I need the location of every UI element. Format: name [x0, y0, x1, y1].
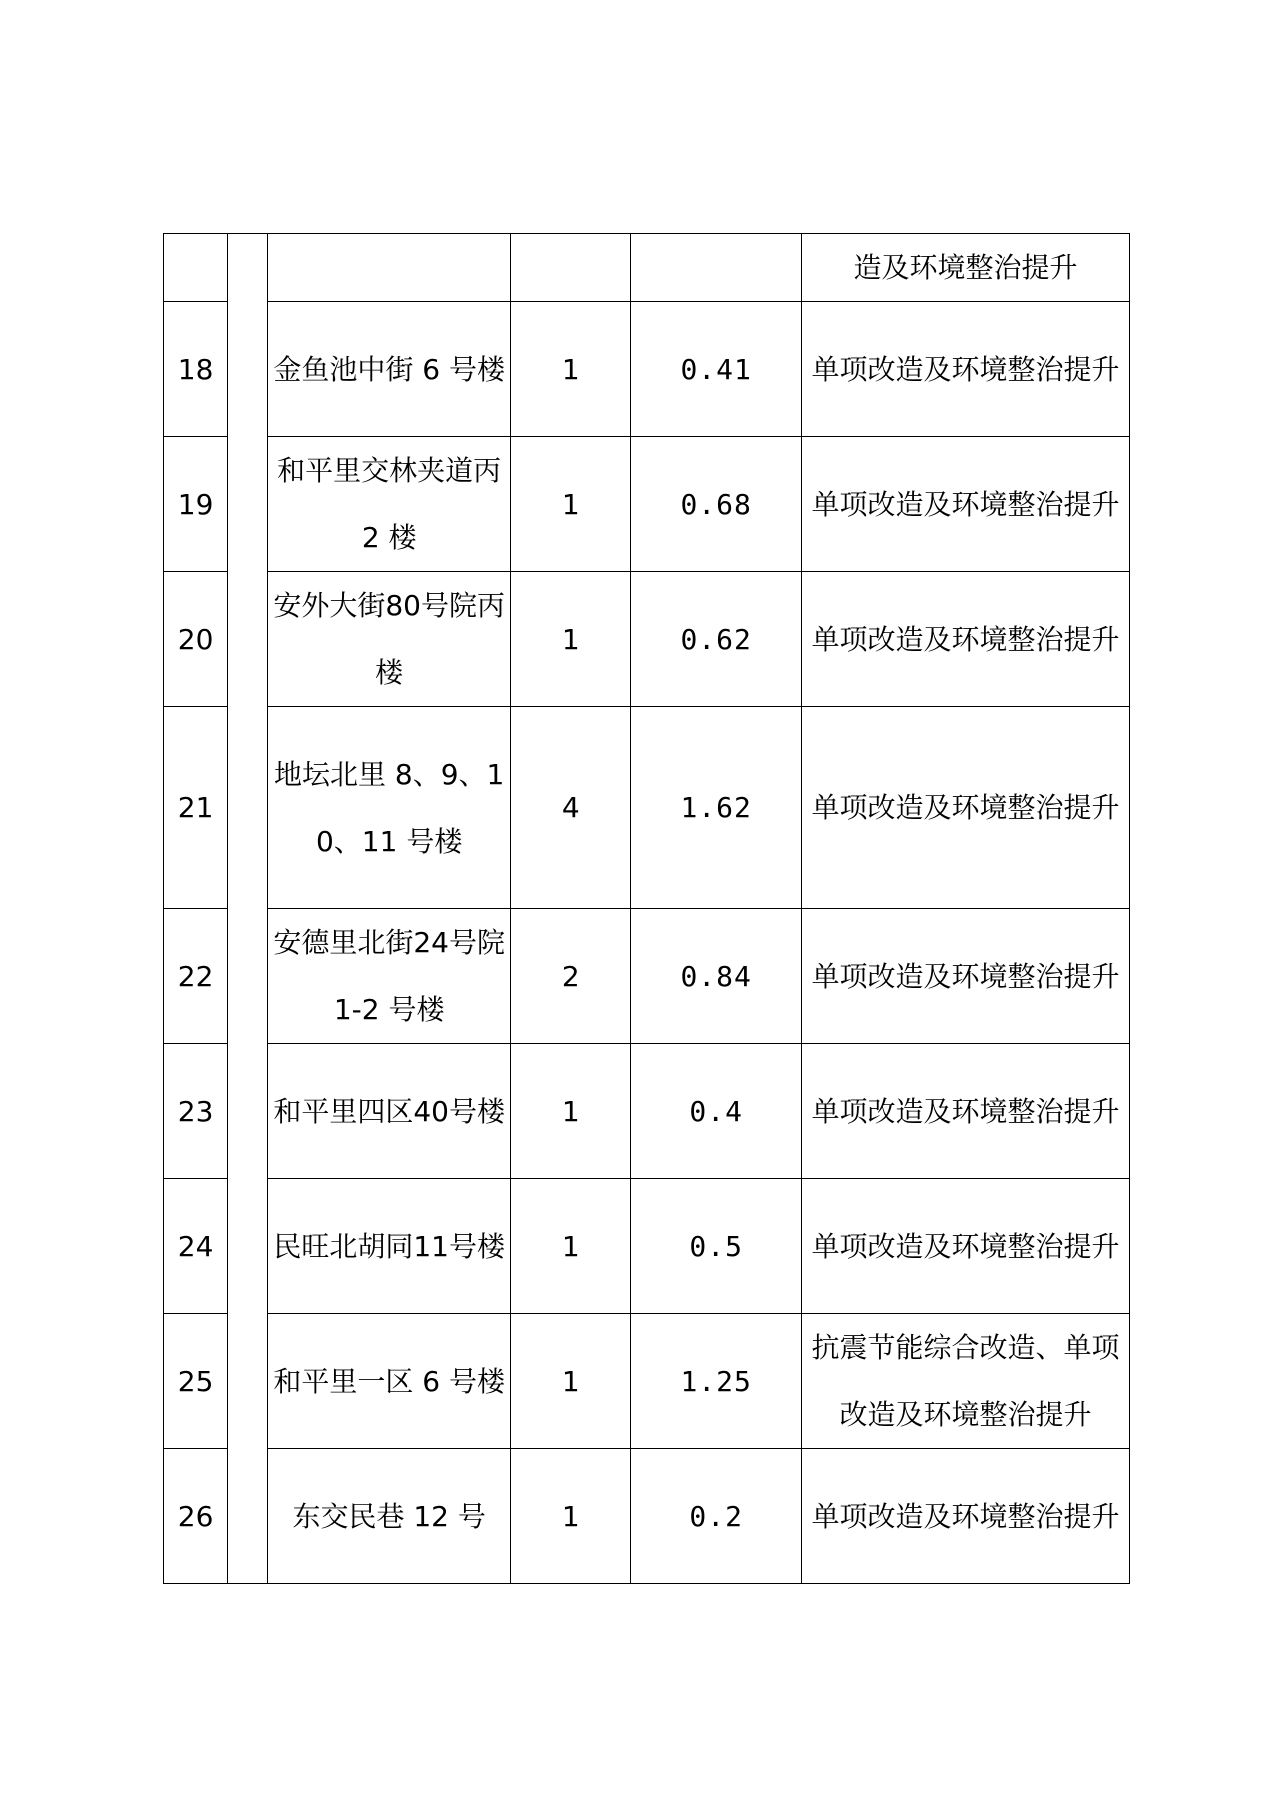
area-cell: 0.5 — [631, 1179, 802, 1314]
table-row — [164, 1179, 1130, 1314]
index-cell: 19 — [164, 437, 228, 572]
type-cell: 单项改造及环境整治提升 — [801, 1179, 1129, 1314]
quantity-cell: 1 — [511, 1179, 631, 1314]
area-cell: 1.25 — [631, 1314, 802, 1449]
quantity-cell: 1 — [511, 1314, 631, 1449]
quantity-cell: 1 — [511, 1044, 631, 1179]
type-cell: 造及环境整治提升 — [801, 234, 1129, 302]
area-cell: 0.84 — [631, 909, 802, 1044]
quantity-cell: 2 — [511, 909, 631, 1044]
type-cell: 单项改造及环境整治提升 — [801, 707, 1129, 909]
name-cell: 和平里一区 6 号楼 — [268, 1314, 511, 1449]
index-cell: 18 — [164, 302, 228, 437]
table-row — [164, 1314, 1130, 1449]
name-cell: 和平里四区40号楼 — [268, 1044, 511, 1179]
index-cell: 22 — [164, 909, 228, 1044]
type-cell: 单项改造及环境整治提升 — [801, 1044, 1129, 1179]
name-cell: 东交民巷 12 号 — [268, 1449, 511, 1584]
index-cell: 21 — [164, 707, 228, 909]
name-cell: 安外大街80号院丙楼 — [268, 572, 511, 707]
area-cell: 0.2 — [631, 1449, 802, 1584]
index-cell — [164, 234, 228, 302]
type-cell: 单项改造及环境整治提升 — [801, 1449, 1129, 1584]
type-cell: 单项改造及环境整治提升 — [801, 302, 1129, 437]
area-cell: 0.68 — [631, 437, 802, 572]
table-row — [164, 302, 1130, 437]
index-cell: 23 — [164, 1044, 228, 1179]
table-row — [164, 572, 1130, 707]
type-cell: 抗震节能综合改造、单项改造及环境整治提升 — [801, 1314, 1129, 1449]
name-cell: 安德里北街24号院 1-2 号楼 — [268, 909, 511, 1044]
quantity-cell: 1 — [511, 572, 631, 707]
index-cell: 26 — [164, 1449, 228, 1584]
name-cell: 地坛北里 8、9、10、11 号楼 — [268, 707, 511, 909]
table-row — [164, 707, 1130, 909]
area-cell: 0.41 — [631, 302, 802, 437]
table-row — [164, 1044, 1130, 1179]
quantity-cell: 4 — [511, 707, 631, 909]
table-row — [164, 1449, 1130, 1584]
name-cell: 和平里交林夹道丙 2 楼 — [268, 437, 511, 572]
name-cell: 金鱼池中街 6 号楼 — [268, 302, 511, 437]
type-cell: 单项改造及环境整治提升 — [801, 437, 1129, 572]
table-row — [164, 437, 1130, 572]
area-cell: 0.62 — [631, 572, 802, 707]
table-row — [164, 909, 1130, 1044]
quantity-cell: 1 — [511, 1449, 631, 1584]
quantity-cell — [511, 234, 631, 302]
index-cell: 20 — [164, 572, 228, 707]
quantity-cell: 1 — [511, 302, 631, 437]
name-cell — [268, 234, 511, 302]
area-cell — [631, 234, 802, 302]
area-cell: 0.4 — [631, 1044, 802, 1179]
index-cell: 24 — [164, 1179, 228, 1314]
name-cell: 民旺北胡同11号楼 — [268, 1179, 511, 1314]
table-row — [164, 234, 1130, 302]
quantity-cell: 1 — [511, 437, 631, 572]
type-cell: 单项改造及环境整治提升 — [801, 909, 1129, 1044]
project-table — [163, 233, 1130, 1584]
merged-blank-cell — [228, 234, 268, 1584]
area-cell: 1.62 — [631, 707, 802, 909]
index-cell: 25 — [164, 1314, 228, 1449]
type-cell: 单项改造及环境整治提升 — [801, 572, 1129, 707]
